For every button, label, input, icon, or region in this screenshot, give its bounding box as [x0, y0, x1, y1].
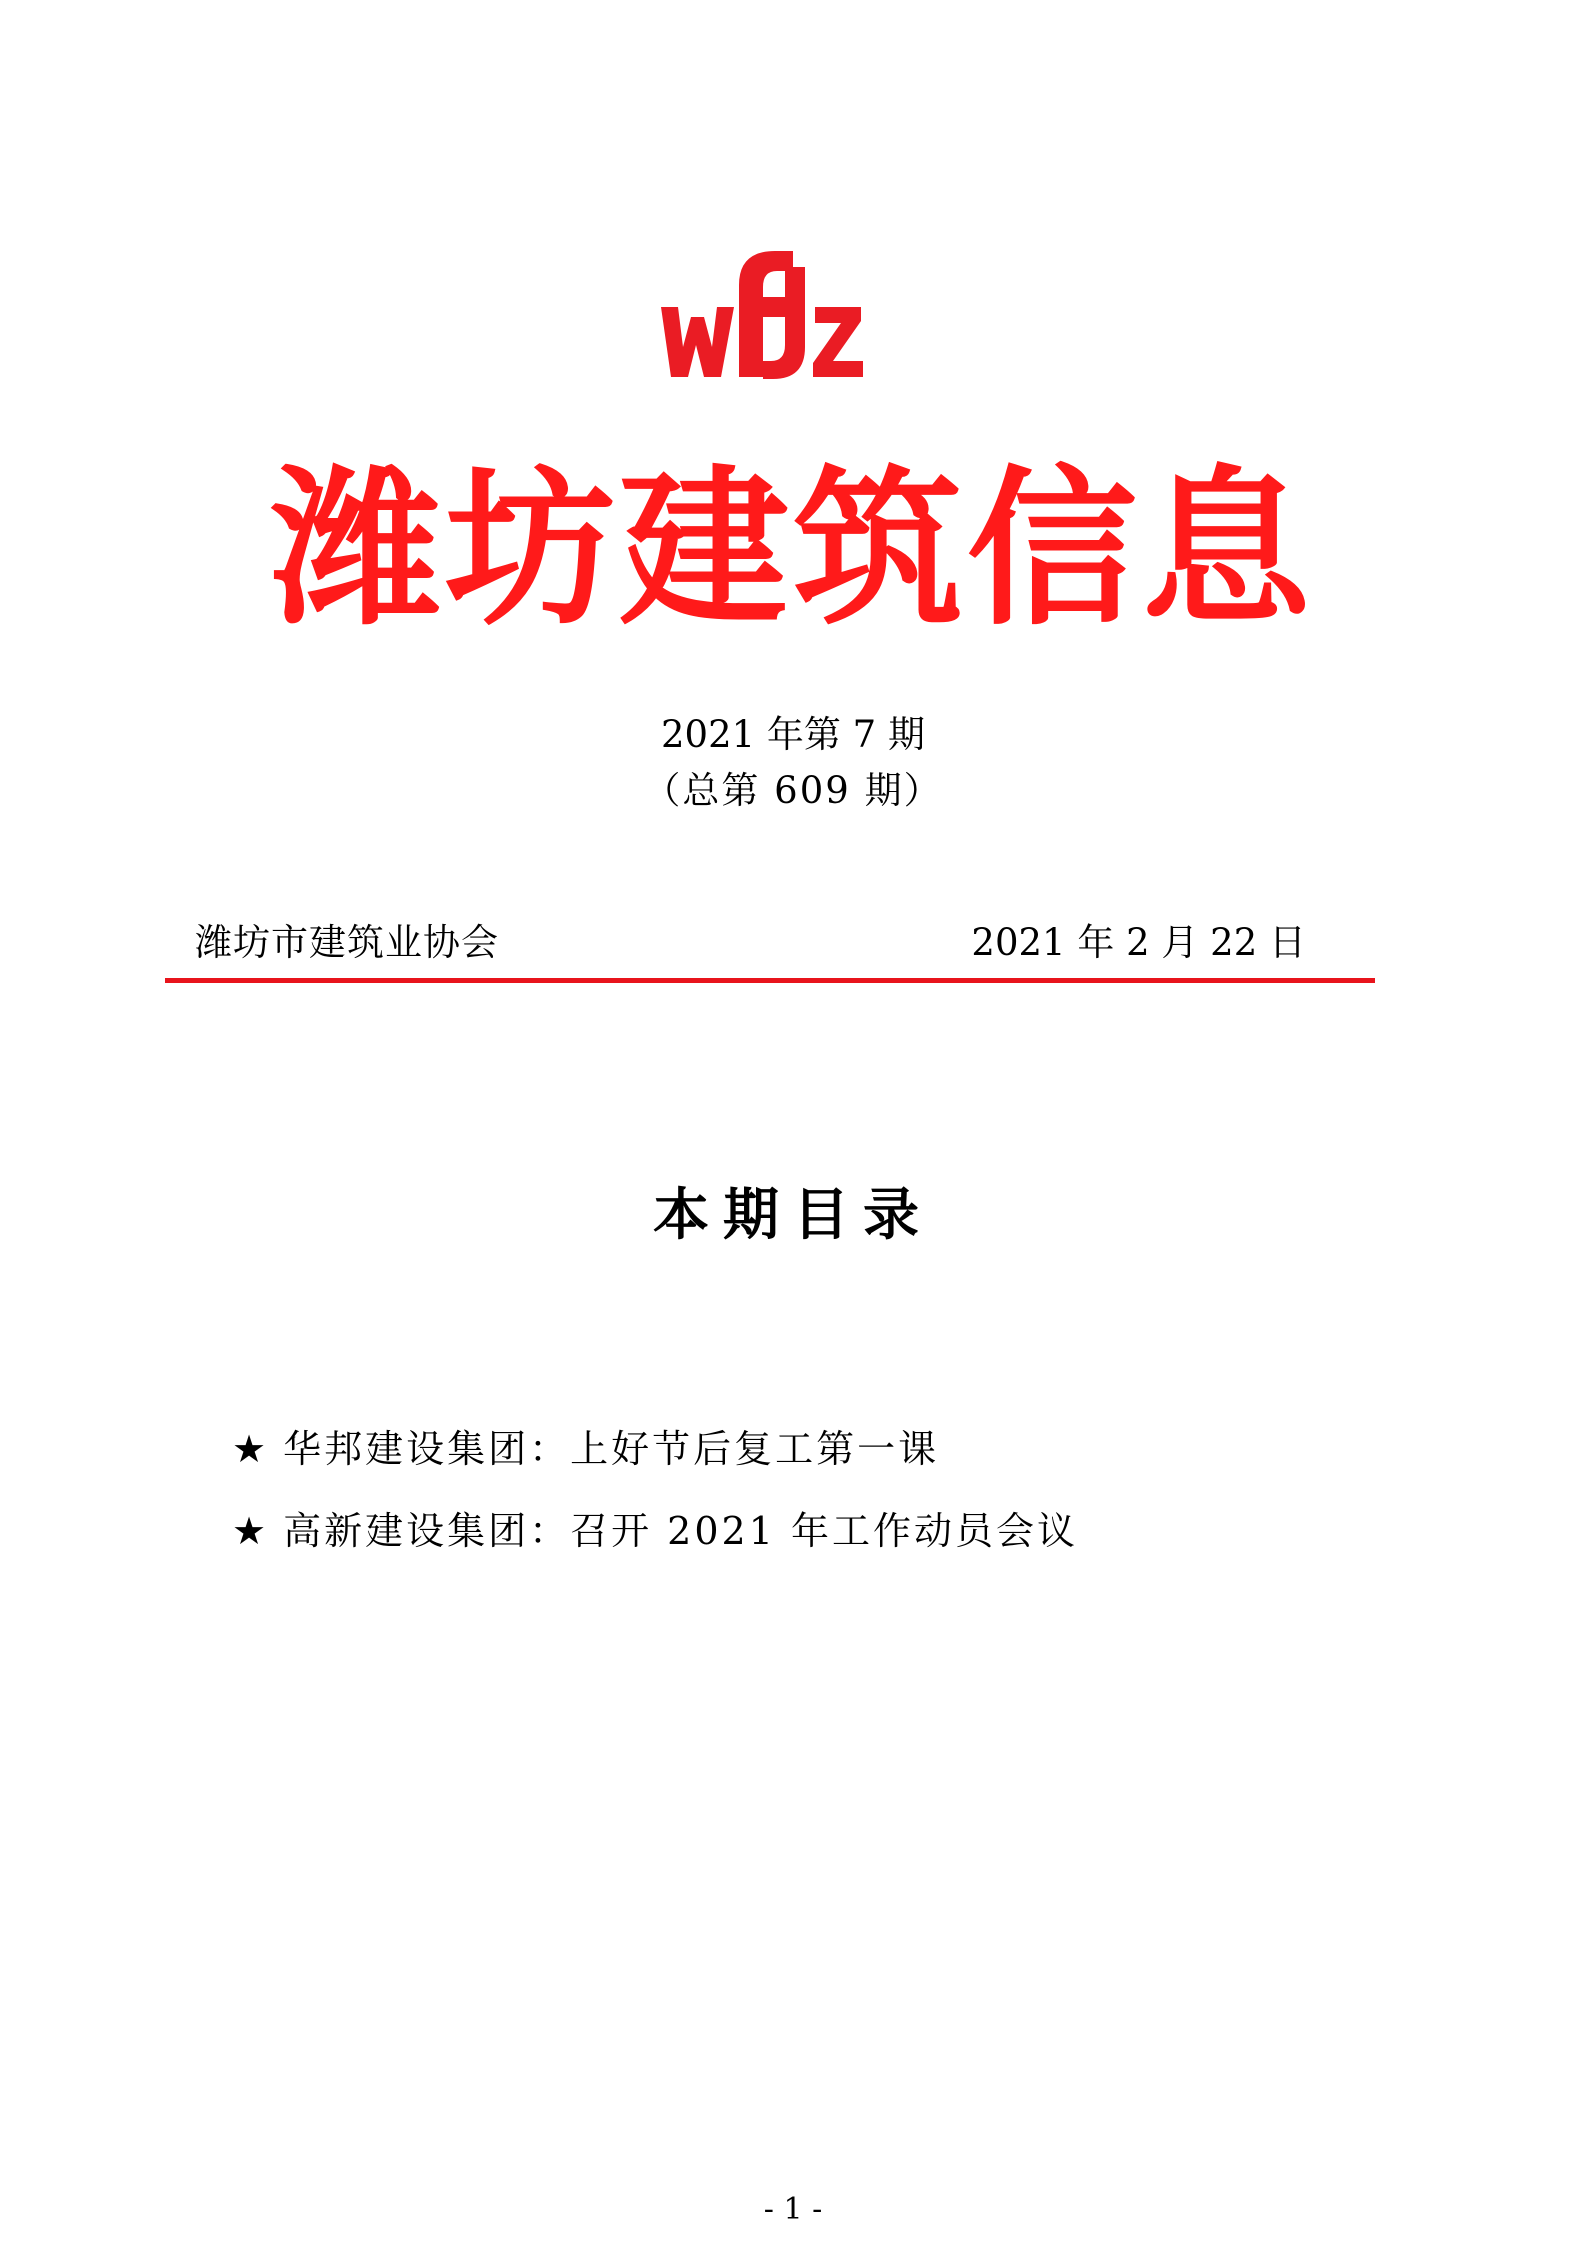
masthead-title: 潍坊建筑信息 — [270, 451, 1315, 649]
publish-date: 2021 年 2 月 22 日 — [971, 921, 1306, 964]
publisher-name: 潍坊市建筑业协会 — [195, 921, 499, 964]
wfjz-logo-icon — [655, 245, 865, 380]
star-icon: ★ — [232, 1427, 270, 1471]
toc-item-text: 高新建设集团：召开 2021 年工作动员会议 — [283, 1509, 1078, 1553]
total-issue-number: （总第 609 期） — [643, 769, 943, 812]
toc-item — [232, 1408, 1078, 1490]
toc-list — [232, 1408, 1078, 1572]
toc-title: 本期目录 — [653, 1182, 933, 1248]
toc-item-text: 华邦建设集团：上好节后复工第一课 — [283, 1427, 940, 1471]
header-divider — [165, 978, 1375, 983]
wfjz-logo-graphic — [655, 245, 865, 380]
toc-item — [232, 1490, 1078, 1572]
page-number: - 1 - — [763, 2192, 823, 2227]
star-icon: ★ — [232, 1509, 270, 1553]
issue-number: 2021 年第 7 期 — [661, 713, 925, 756]
